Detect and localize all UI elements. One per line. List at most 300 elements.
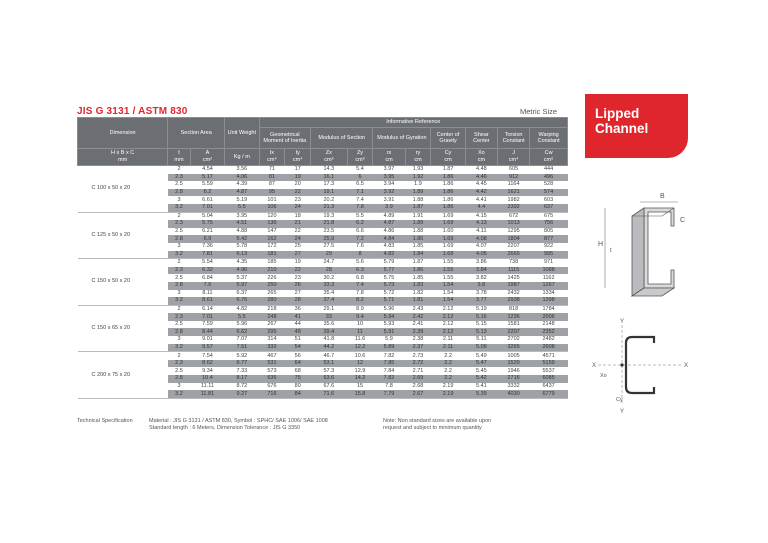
table-cell: 67.6	[311, 383, 348, 391]
table-cell: 5.17	[190, 174, 224, 182]
table-cell: 1.83	[405, 282, 431, 290]
dimension-cell: C 100 x 50 x 20	[78, 166, 168, 213]
table-cell: 3.97	[373, 166, 405, 174]
table-cell: 8.72	[225, 383, 259, 391]
table-cell: 1334	[530, 290, 568, 298]
table-cell: 9.4	[347, 313, 373, 321]
table-cell: 24	[285, 235, 311, 243]
table-cell: 1.55	[431, 274, 465, 282]
table-cell: 574	[530, 189, 568, 197]
lipped-channel-cross-section	[592, 315, 692, 415]
table-cell: 44	[285, 321, 311, 329]
table-cell: 2207	[497, 328, 529, 336]
table-cell: 19.1	[311, 189, 348, 197]
header-dimension: Dimension	[78, 118, 168, 149]
table-cell: 136	[259, 220, 285, 228]
subheader-w: Kg / m	[225, 149, 259, 166]
table-cell: 5.49	[465, 352, 497, 360]
table-cell: 3.95	[373, 174, 405, 182]
table-cell: 2.8	[168, 328, 191, 336]
table-cell: 756	[530, 220, 568, 228]
table-cell: 5.04	[190, 212, 224, 220]
product-name	[595, 106, 648, 136]
table-cell: 5.15	[465, 321, 497, 329]
table-cell: 4.96	[225, 267, 259, 275]
table-cell: 12.9	[347, 367, 373, 375]
table-cell: 1.92	[405, 174, 431, 182]
table-cell: 3332	[497, 383, 529, 391]
table-cell: 280	[259, 297, 285, 305]
subheader-a: A cm²	[190, 149, 224, 166]
table-cell: 1.54	[431, 297, 465, 305]
table-cell: 3.2	[168, 297, 191, 305]
table-cell: 44.2	[311, 344, 348, 352]
channel-front-face	[644, 208, 674, 288]
table-cell: 106	[259, 204, 285, 212]
table-cell: 8	[347, 251, 373, 259]
table-cell: 27	[285, 251, 311, 259]
table-cell: 1.86	[431, 181, 465, 189]
table-cell: 1.69	[431, 212, 465, 220]
table-cell: 2608	[530, 344, 568, 352]
table-cell: 5.79	[373, 259, 405, 267]
table-cell: 1236	[497, 313, 529, 321]
table-cell: 4.86	[373, 228, 405, 236]
table-cell: 2	[168, 352, 191, 360]
table-cell: 250	[259, 282, 285, 290]
table-cell: 29	[311, 251, 348, 259]
table-cell: 4.45	[465, 181, 497, 189]
table-cell: 1.86	[405, 235, 431, 243]
table-cell: 1013	[497, 220, 529, 228]
table-cell: 9.27	[225, 390, 259, 398]
table-cell: 185	[259, 259, 285, 267]
table-cell: 7.2	[347, 235, 373, 243]
table-cell: 7.33	[225, 367, 259, 375]
table-cell: 805	[530, 228, 568, 236]
table-cell: 1946	[497, 367, 529, 375]
table-cell: 2.5	[168, 367, 191, 375]
table-cell: 6.32	[190, 267, 224, 275]
table-cell: 1.87	[405, 204, 431, 212]
table-cell: 2.12	[431, 321, 465, 329]
table-cell: 39.4	[311, 328, 348, 336]
table-cell: 6.9	[190, 235, 224, 243]
table-cell: 4.46	[465, 174, 497, 182]
table-cell: 7.59	[190, 321, 224, 329]
table-cell: 2.43	[405, 305, 431, 313]
table-cell: 2.68	[405, 383, 431, 391]
table-cell: 5.92	[225, 352, 259, 360]
dimension-cell: C 150 x 65 x 20	[78, 305, 168, 352]
table-cell: 1005	[497, 352, 529, 360]
table-cell: 64	[285, 360, 311, 368]
table-cell: 101	[259, 196, 285, 204]
table-cell: 87	[259, 181, 285, 189]
table-cell: 528	[530, 181, 568, 189]
table-cell: 37.4	[311, 297, 348, 305]
table-cell: 1520	[497, 360, 529, 368]
table-cell: 4.42	[465, 189, 497, 197]
table-cell: 4030	[497, 390, 529, 398]
table-cell: 7.4	[347, 196, 373, 204]
table-cell: 995	[530, 251, 568, 259]
table-cell: 5.42	[225, 235, 259, 243]
table-cell: 4.84	[373, 235, 405, 243]
table-cell: 23.5	[311, 228, 348, 236]
table-cell: 2665	[497, 251, 529, 259]
product-name-line1: Lipped	[595, 106, 640, 121]
table-cell: 84	[285, 390, 311, 398]
table-cell: 5.41	[465, 383, 497, 391]
table-cell: 4.05	[465, 251, 497, 259]
table-cell: 2.72	[405, 360, 431, 368]
table-cell: 210	[259, 267, 285, 275]
table-cell: 5.59	[190, 181, 224, 189]
table-cell: 5.54	[190, 259, 224, 267]
subheader-zy: Zy cm³	[347, 149, 373, 166]
table-cell: 4.35	[225, 259, 259, 267]
table-cell: 2.41	[405, 321, 431, 329]
table-cell: 4571	[530, 352, 568, 360]
table-cell: 5.16	[465, 313, 497, 321]
table-cell: 3.92	[373, 189, 405, 197]
table-cell: 4.82	[225, 305, 259, 313]
table-cell: 16.1	[311, 174, 348, 182]
specification-table	[77, 117, 568, 399]
table-cell: 26	[285, 282, 311, 290]
table-cell: 2.5	[168, 274, 191, 282]
table-cell: 23	[285, 196, 311, 204]
table-cell: 1.69	[431, 243, 465, 251]
dimension-cell: C 150 x 50 x 20	[78, 259, 168, 306]
table-cell: 35.4	[311, 290, 348, 298]
table-cell: 5.39	[465, 390, 497, 398]
table-cell: 7.6	[347, 243, 373, 251]
table-cell: 2	[168, 305, 191, 313]
table-cell: 5.4	[347, 166, 373, 174]
table-cell: 3	[168, 383, 191, 391]
table-cell: 4.87	[373, 220, 405, 228]
dimension-cell: C 125 x 50 x 20	[78, 212, 168, 259]
table-cell: 12.2	[347, 344, 373, 352]
table-row	[78, 305, 568, 313]
table-cell: 24.7	[311, 259, 348, 267]
table-cell: 2392	[497, 204, 529, 212]
table-cell: 6	[347, 174, 373, 182]
table-cell: 5.91	[373, 328, 405, 336]
table-cell: 267	[259, 321, 285, 329]
table-cell: 5.5	[225, 313, 259, 321]
table-cell: 2.42	[405, 313, 431, 321]
table-cell: 1.85	[405, 274, 431, 282]
table-cell: 4.87	[225, 189, 259, 197]
table-cell: 5.45	[465, 367, 497, 375]
table-cell: 2.2	[431, 360, 465, 368]
table-cell: 3.86	[465, 259, 497, 267]
table-cell: 5.5	[347, 212, 373, 220]
table-cell: 3.94	[373, 181, 405, 189]
table-cell: 5.75	[190, 220, 224, 228]
table-cell: 6.5	[347, 181, 373, 189]
dimension-cell: C 200 x 75 x 20	[78, 352, 168, 399]
table-cell: 332	[259, 344, 285, 352]
table-cell: 7.8	[347, 290, 373, 298]
table-cell: 6.61	[190, 196, 224, 204]
header-shear-center: Shear Center	[465, 128, 497, 149]
table-cell: 1164	[497, 181, 529, 189]
table-cell: 1425	[497, 274, 529, 282]
note-line1: Note: Non standard sizes are available upon	[383, 418, 492, 424]
table-cell: 1.86	[431, 196, 465, 204]
header-center-of-gravity: Center of Gravity	[431, 128, 465, 149]
table-cell: 7.54	[190, 352, 224, 360]
table-cell: 1088	[530, 267, 568, 275]
table-cell: 971	[530, 259, 568, 267]
table-cell: 1.54	[431, 282, 465, 290]
table-cell: 80	[285, 383, 311, 391]
table-cell: 2.5	[168, 228, 191, 236]
table-cell: 603	[530, 196, 568, 204]
table-cell: 6.21	[190, 228, 224, 236]
table-cell: 7.82	[373, 352, 405, 360]
table-cell: 7.4	[347, 282, 373, 290]
table-cell: 1.93	[405, 166, 431, 174]
table-cell: 6.2	[347, 220, 373, 228]
table-cell: 444	[530, 166, 568, 174]
label-b: B	[660, 193, 665, 200]
table-cell: 8.44	[190, 328, 224, 336]
product-banner	[585, 94, 688, 158]
table-cell: 63.6	[311, 375, 348, 383]
table-cell: 6.8	[347, 274, 373, 282]
table-cell: 2.5	[168, 181, 191, 189]
table-cell: 2.8	[168, 282, 191, 290]
table-cell: 3.84	[465, 267, 497, 275]
table-cell: 19	[285, 174, 311, 182]
table-cell: 4.15	[465, 212, 497, 220]
technical-specification-label: Technical Specification	[77, 418, 133, 424]
standard-title: JIS G 3131 / ASTM 830	[77, 106, 188, 117]
table-cell: 5.72	[373, 290, 405, 298]
table-cell: 4.88	[225, 228, 259, 236]
header-torsion-constant: Torsion Constant	[497, 128, 529, 149]
subheader-j: J cm⁴	[497, 149, 529, 166]
center-point	[620, 363, 623, 366]
table-cell: 2.12	[431, 313, 465, 321]
table-cell: 7.6	[190, 282, 224, 290]
table-cell: 8.17	[225, 375, 259, 383]
table-cell: 2.2	[431, 375, 465, 383]
table-cell: 1.81	[405, 297, 431, 305]
table-cell: 7.84	[373, 367, 405, 375]
table-cell: 7.1	[347, 189, 373, 197]
table-cell: 1982	[497, 196, 529, 204]
table-cell: 28	[285, 297, 311, 305]
table-cell: 5.19	[465, 305, 497, 313]
table-cell: 2	[168, 166, 191, 174]
table-cell: 5.89	[373, 344, 405, 352]
table-cell: 295	[259, 328, 285, 336]
label-xo: Xo	[600, 373, 607, 379]
table-cell: 6.13	[225, 251, 259, 259]
table-cell: 6.62	[225, 328, 259, 336]
table-cell: 4.13	[465, 220, 497, 228]
table-cell: 14.2	[347, 375, 373, 383]
table-cell: 95	[259, 189, 285, 197]
table-cell: 265	[259, 290, 285, 298]
table-cell: 2716	[497, 375, 529, 383]
table-cell: 3.91	[373, 196, 405, 204]
table-cell: 20.2	[311, 196, 348, 204]
subheader-hxbxc: H x B x C mm	[78, 149, 168, 166]
table-cell: 5.96	[225, 321, 259, 329]
table-cell: 5.11	[465, 336, 497, 344]
table-cell: 2352	[530, 328, 568, 336]
table-cell: 27.5	[311, 243, 348, 251]
table-cell: 2482	[530, 336, 568, 344]
table-cell: 2207	[497, 243, 529, 251]
table-cell: 1.69	[431, 235, 465, 243]
table-cell: 23	[285, 274, 311, 282]
header-section-area: Section Area	[168, 118, 225, 149]
table-cell: 1398	[530, 297, 568, 305]
table-cell: 1.82	[405, 290, 431, 298]
table-cell: 2.67	[405, 390, 431, 398]
table-cell: 1621	[497, 189, 529, 197]
table-cell: 71	[259, 166, 285, 174]
header-informative-reference: Informative Reference	[259, 118, 567, 128]
table-cell: 496	[530, 174, 568, 182]
table-cell: 12	[347, 360, 373, 368]
table-cell: 4.41	[465, 196, 497, 204]
table-cell: 4.51	[225, 220, 259, 228]
table-cell: 2148	[530, 321, 568, 329]
subheader-t: t mm	[168, 149, 191, 166]
table-cell: 8.11	[190, 290, 224, 298]
table-cell: 2.12	[431, 305, 465, 313]
table-cell: 7.8	[373, 383, 405, 391]
table-cell: 2.19	[431, 383, 465, 391]
header-moment-of-inertia: Geometrical Moment of Inertia	[259, 128, 311, 149]
table-cell: 10	[347, 321, 373, 329]
table-cell: 573	[259, 367, 285, 375]
table-cell: 6779	[530, 390, 568, 398]
specification-table-body	[78, 166, 568, 399]
table-cell: 1.68	[431, 251, 465, 259]
note-line2: request and subject to minimum quantity	[383, 425, 482, 431]
table-cell: 75	[285, 375, 311, 383]
table-cell: 3.2	[168, 204, 191, 212]
table-cell: 5.19	[225, 196, 259, 204]
table-cell: 81	[259, 174, 285, 182]
table-cell: 4.83	[373, 243, 405, 251]
table-cell: 1581	[497, 321, 529, 329]
table-cell: 7.79	[373, 390, 405, 398]
table-cell: 41.8	[311, 336, 348, 344]
label-cy: Cy	[616, 397, 623, 403]
table-cell: 2.38	[405, 336, 431, 344]
table-cell: 120	[259, 212, 285, 220]
table-cell: 1.55	[431, 259, 465, 267]
table-cell: 1295	[497, 228, 529, 236]
table-cell: 922	[530, 243, 568, 251]
table-row	[78, 166, 568, 174]
table-cell: 1.60	[431, 228, 465, 236]
table-cell: 54	[285, 344, 311, 352]
table-cell: 172	[259, 243, 285, 251]
table-row	[78, 259, 568, 267]
table-cell: 5.6	[347, 259, 373, 267]
table-cell: 5537	[530, 367, 568, 375]
table-cell: 8.2	[347, 297, 373, 305]
table-cell: 53.1	[311, 360, 348, 368]
table-cell: 48	[285, 328, 311, 336]
table-cell: 2.5	[168, 321, 191, 329]
table-cell: 5.78	[225, 243, 259, 251]
table-cell: 1.54	[431, 290, 465, 298]
table-cell: 218	[259, 305, 285, 313]
table-cell: 2.11	[431, 336, 465, 344]
table-cell: 5159	[530, 360, 568, 368]
table-cell: 3	[168, 196, 191, 204]
subheader-ix: Ix cm⁴	[259, 149, 285, 166]
table-cell: 1162	[530, 274, 568, 282]
table-cell: 33	[311, 313, 348, 321]
table-cell: 2.8	[168, 189, 191, 197]
table-cell: 5.77	[373, 267, 405, 275]
table-cell: 5.97	[225, 282, 259, 290]
table-cell: 637	[530, 204, 568, 212]
table-cell: 2.3	[168, 360, 191, 368]
table-cell: 5.75	[373, 274, 405, 282]
table-cell: 22	[285, 267, 311, 275]
table-cell: 636	[259, 375, 285, 383]
subheader-iy: Iy cm⁴	[285, 149, 311, 166]
table-cell: 15.8	[347, 390, 373, 398]
table-cell: 5.13	[465, 328, 497, 336]
table-cell: 19	[285, 259, 311, 267]
table-cell: 2938	[497, 297, 529, 305]
table-cell: 7.82	[373, 375, 405, 383]
table-cell: 46.7	[311, 352, 348, 360]
label-h: H	[598, 241, 604, 248]
table-cell: 1.91	[405, 212, 431, 220]
table-cell: 21.3	[311, 204, 348, 212]
table-cell: 22	[285, 189, 311, 197]
table-cell: 2.3	[168, 220, 191, 228]
subheader-ry: ry cm	[405, 149, 431, 166]
table-cell: 5.09	[465, 344, 497, 352]
table-cell: 3.78	[465, 290, 497, 298]
table-cell: 14.3	[311, 166, 348, 174]
table-cell: 20	[285, 181, 311, 189]
table-cell: 2.2	[431, 367, 465, 375]
table-cell: 36	[285, 305, 311, 313]
table-cell: 676	[259, 383, 285, 391]
table-cell: 3.9	[373, 204, 405, 212]
table-cell: 19.3	[311, 212, 348, 220]
table-cell: 29.1	[311, 305, 348, 313]
table-cell: 9.57	[190, 344, 224, 352]
table-cell: 1.87	[405, 259, 431, 267]
table-cell: 1.87	[431, 166, 465, 174]
table-cell: 5.9	[373, 336, 405, 344]
table-cell: 5.93	[373, 321, 405, 329]
table-cell: 248	[259, 313, 285, 321]
table-cell: 181	[259, 251, 285, 259]
table-cell: 6.2	[190, 189, 224, 197]
